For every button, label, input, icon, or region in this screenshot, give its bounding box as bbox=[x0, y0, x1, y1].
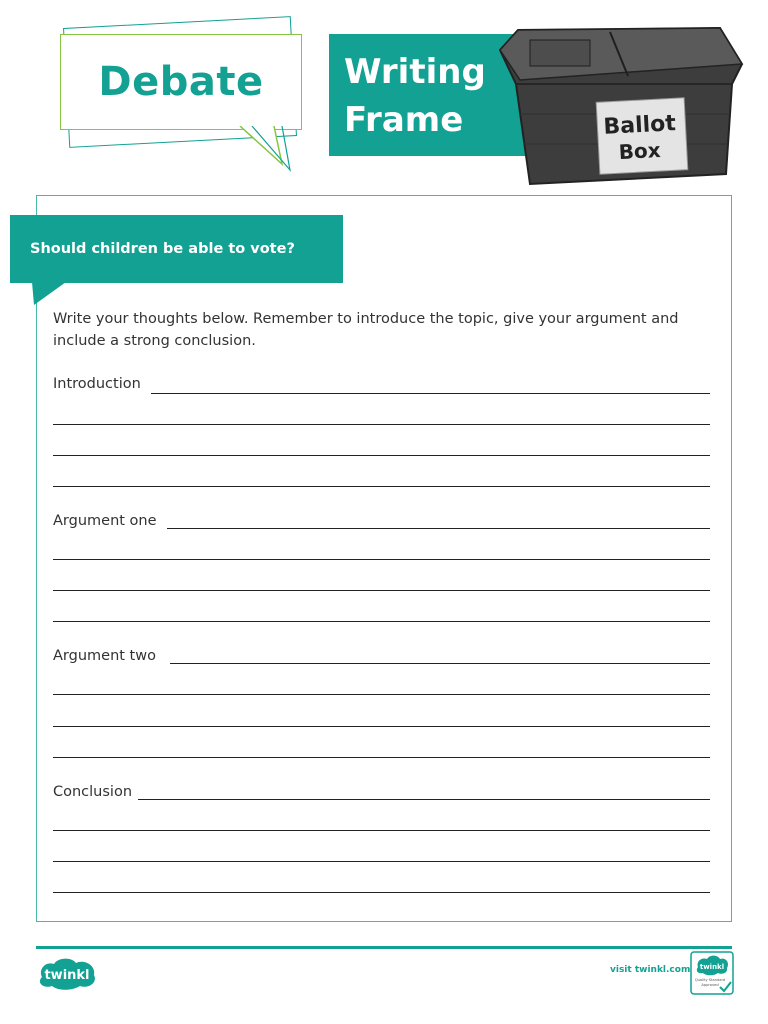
writing-line[interactable] bbox=[53, 621, 710, 622]
writing-line[interactable] bbox=[167, 528, 710, 529]
ballot-label-line1: Ballot bbox=[602, 111, 677, 140]
writing-line[interactable] bbox=[170, 663, 710, 664]
twinkl-logo-icon bbox=[36, 955, 100, 991]
section-label-introduction: Introduction bbox=[53, 376, 141, 392]
writing-line[interactable] bbox=[53, 424, 710, 425]
visit-website-link[interactable]: visit twinkl.com bbox=[610, 965, 691, 975]
ballot-box-icon bbox=[490, 24, 745, 186]
writing-frame-title-line1: Writing bbox=[344, 52, 486, 92]
badge-text: twinkl bbox=[699, 963, 725, 971]
footer-divider bbox=[36, 946, 732, 949]
quality-badge-icon bbox=[690, 951, 734, 995]
question-text: Should children be able to vote? bbox=[30, 241, 295, 257]
writing-line[interactable] bbox=[151, 393, 710, 394]
writing-line[interactable] bbox=[138, 799, 710, 800]
debate-title: Debate bbox=[98, 59, 264, 105]
writing-line[interactable] bbox=[53, 861, 710, 862]
writing-line[interactable] bbox=[53, 559, 710, 560]
instructions-text: Write your thoughts below. Remember to introduce the topic, give your argument and include a strong conclusion. bbox=[53, 311, 679, 349]
question-tail-icon bbox=[32, 282, 66, 306]
section-label-conclusion: Conclusion bbox=[53, 784, 133, 800]
writing-line[interactable] bbox=[53, 455, 710, 456]
bubble-front-outline bbox=[60, 34, 302, 130]
badge-subtext-1: Quality Standard bbox=[694, 978, 726, 982]
bubble-tail-icon bbox=[232, 126, 292, 176]
debate-speech-bubble bbox=[52, 18, 312, 168]
ballot-label-line2: Box bbox=[618, 137, 662, 165]
writing-line[interactable] bbox=[53, 830, 710, 831]
writing-line[interactable] bbox=[53, 726, 710, 727]
badge-subtext-2: Approved bbox=[701, 983, 719, 987]
section-label-argument-two: Argument two bbox=[53, 648, 156, 664]
writing-line[interactable] bbox=[53, 694, 710, 695]
writing-frame-title-line2: Frame bbox=[344, 100, 464, 140]
writing-line[interactable] bbox=[53, 892, 710, 893]
question-banner bbox=[10, 215, 343, 283]
writing-line[interactable] bbox=[53, 590, 710, 591]
writing-line[interactable] bbox=[53, 757, 710, 758]
writing-line[interactable] bbox=[53, 486, 710, 487]
section-label-argument-one: Argument one bbox=[53, 513, 157, 529]
logo-text: twinkl bbox=[44, 968, 90, 983]
